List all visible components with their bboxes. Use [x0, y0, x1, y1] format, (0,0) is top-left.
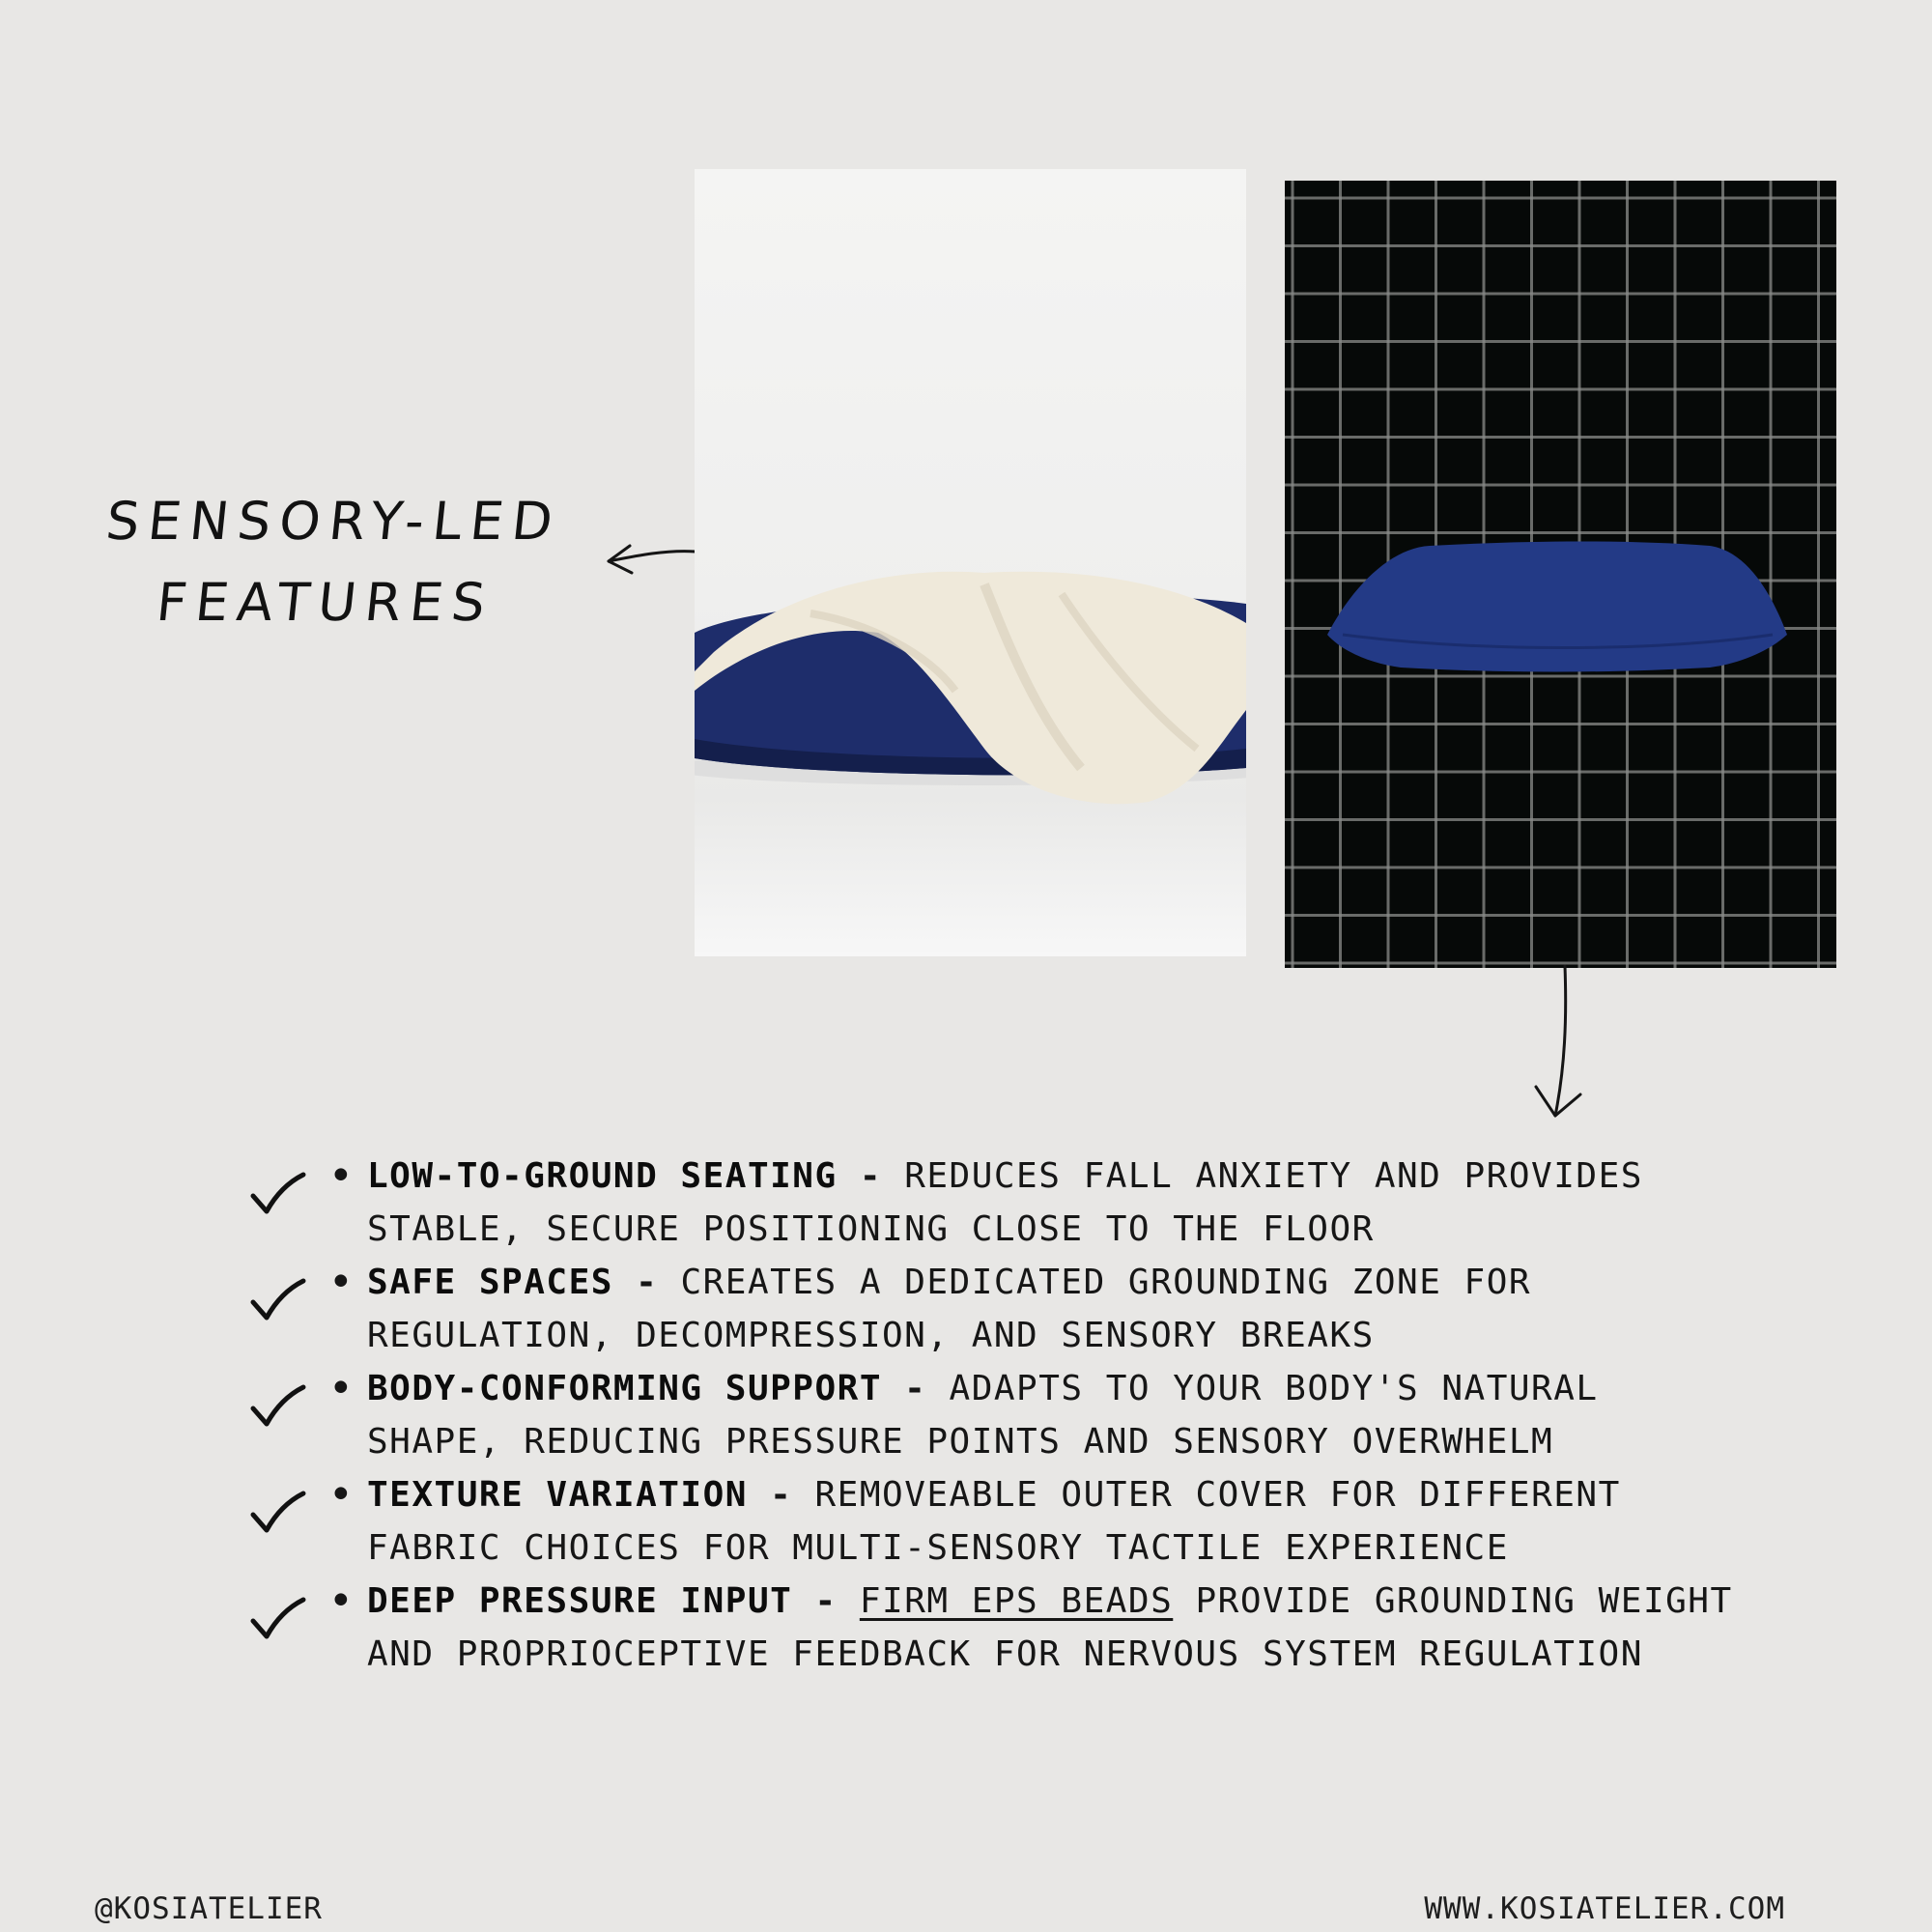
feature-text: REDUCES FALL ANXIETY AND PROVIDES STABLE, SECURE POSITIONING CLOSE TO THE FLOOR [367, 1156, 1643, 1249]
feature-item [242, 1575, 1748, 1681]
bullet: • [330, 1263, 354, 1302]
feature-text: CREATES A DEDICATED GROUNDING ZONE FOR REGULATION, DECOMPRESSION, AND SENSORY BREAKS [367, 1263, 1532, 1355]
feature-item [242, 1468, 1748, 1575]
feature-text: ADAPTS TO YOUR BODY'S NATURAL SHAPE, REDUCING PRESSURE POINTS AND SENSORY OVERWHELM [367, 1369, 1599, 1462]
feature-dash: - [837, 1156, 905, 1196]
bullet: • [330, 1369, 354, 1408]
photo-pillow-on-grid [1285, 181, 1836, 968]
feature-title: TEXTURE VARIATION [367, 1475, 748, 1515]
section-heading [84, 481, 575, 643]
website-link[interactable]: WWW.KOSIATELIER.COM [1424, 1891, 1785, 1926]
pillow-blanket-illustration [695, 169, 1246, 956]
pillow-shape [1327, 542, 1787, 672]
checkmark-icon [249, 1383, 307, 1432]
feature-item [242, 1256, 1748, 1362]
arrow-left-icon [599, 536, 705, 584]
checkmark-icon [249, 1596, 307, 1644]
feature-highlight: FIRM EPS BEADS [859, 1581, 1174, 1621]
feature-dash: - [792, 1581, 860, 1621]
bullet: • [330, 1581, 354, 1621]
photo-pillow-with-blanket [695, 169, 1246, 956]
feature-list [242, 1150, 1748, 1681]
feature-title: DEEP PRESSURE INPUT [367, 1581, 793, 1621]
social-handle: @KOSIATELIER [95, 1891, 323, 1926]
arrow-down-icon [1517, 961, 1584, 1125]
feature-dash: - [882, 1369, 950, 1408]
bullet: • [330, 1475, 354, 1515]
feature-title: LOW-TO-GROUND SEATING [367, 1156, 838, 1196]
feature-item [242, 1362, 1748, 1468]
checkmark-icon [249, 1490, 307, 1538]
feature-item [242, 1150, 1748, 1256]
grid-background [1285, 181, 1836, 968]
feature-text: REMOVEABLE OUTER COVER FOR DIFFERENT FABRIC CHOICES FOR MULTI-SENSORY TACTILE EXPERIENCE [367, 1475, 1621, 1568]
feature-text: PROVIDE GROUNDING WEIGHT AND PROPRIOCEPTIVE FEEDBACK FOR NERVOUS SYSTEM REGULATION [367, 1581, 1733, 1674]
checkmark-icon [249, 1277, 307, 1325]
bullet: • [330, 1156, 354, 1196]
feature-dash: - [747, 1475, 815, 1515]
heading-line-1: SENSORY-LED [102, 491, 565, 552]
feature-dash: - [612, 1263, 681, 1302]
feature-title: SAFE SPACES [367, 1263, 613, 1302]
checkmark-icon [249, 1171, 307, 1219]
feature-title: BODY-CONFORMING SUPPORT [367, 1369, 882, 1408]
heading-line-2: FEATURES [154, 572, 497, 633]
